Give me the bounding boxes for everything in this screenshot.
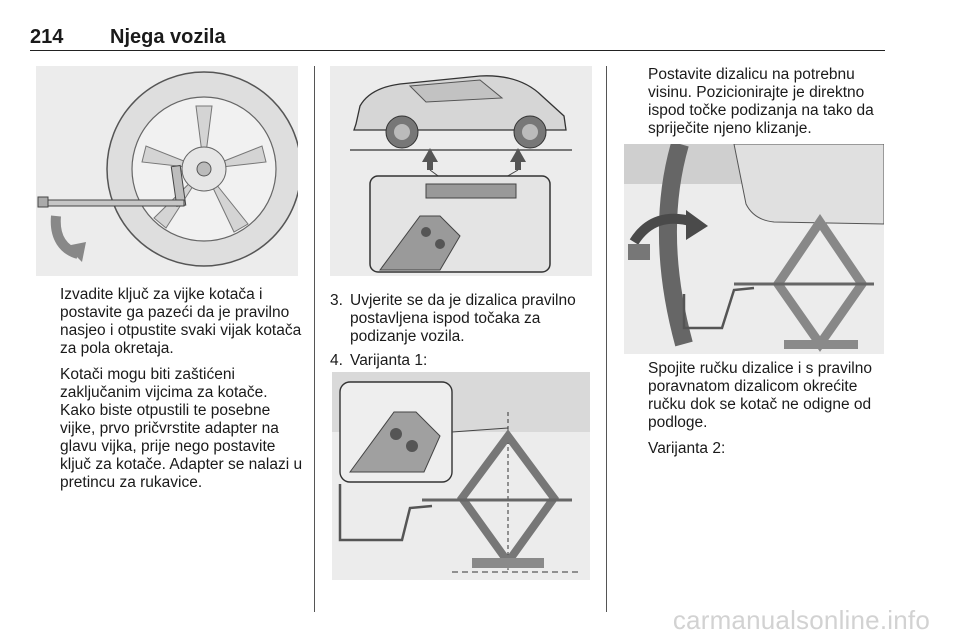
- column-divider-1: [314, 66, 315, 612]
- figure-jacking-points: [330, 66, 592, 276]
- watermark: carmanualsonline.info: [672, 605, 930, 635]
- page-number: 214: [30, 26, 64, 48]
- figure-jack-crank: [624, 144, 884, 354]
- scissor-jack-illustration: [332, 372, 590, 580]
- column-2-steps: [330, 292, 596, 370]
- variant-2-label: Varijanta 2:: [648, 440, 726, 457]
- instruction-turn-crank: Spojite ručku dizalice i s pravilno poravnatom dizalicom okrećite ručku dok se kotač ne odigne od podloge.: [648, 360, 872, 431]
- column-1-text: [60, 286, 306, 500]
- jack-crank-illustration: [624, 144, 884, 354]
- figure-wheel-wrench: [36, 66, 298, 276]
- step-4: [330, 352, 596, 370]
- chapter-title: Njega vozila: [110, 26, 226, 48]
- wheel-wrench-illustration: [36, 66, 298, 276]
- page-header: [30, 20, 885, 52]
- step-4-text: Varijanta 1:: [350, 352, 428, 369]
- header-rule: [30, 50, 885, 51]
- column-3-text-top: [648, 66, 888, 146]
- figure-jack-variant-1: [332, 372, 590, 580]
- instruction-set-jack-height: Postavite dizalicu na potrebnu visinu. Pozicionirajte je direktno ispod točke podizanja na tako da spriječite njeno klizanje.: [648, 66, 874, 137]
- step-4-number: 4.: [330, 352, 343, 369]
- instruction-remove-wrench: Izvadite ključ za vijke kotača i postavite ga pazeći da je pravilno nasjeo i otpustite svaki vijak kotača za pola okretaja.: [60, 286, 302, 357]
- column-divider-2: [606, 66, 607, 612]
- step-3-number: 3.: [330, 292, 343, 309]
- car-jacking-illustration: [330, 66, 592, 276]
- column-3-text-bottom: [648, 360, 888, 466]
- step-3: [330, 292, 596, 346]
- step-3-text: Uvjerite se da je dizalica pravilno postavljena ispod točaka za podizanje vozila.: [350, 292, 576, 345]
- note-locking-bolts: Kotači mogu biti zaštićeni zaključanim vijcima za kotače. Kako biste otpustili te posebne vijke, prvo pričvrstite adapter na glavu vijka, prije nego postavite ključ za kotače. Adapter se nalazi u pretincu za rukavice.: [60, 366, 303, 491]
